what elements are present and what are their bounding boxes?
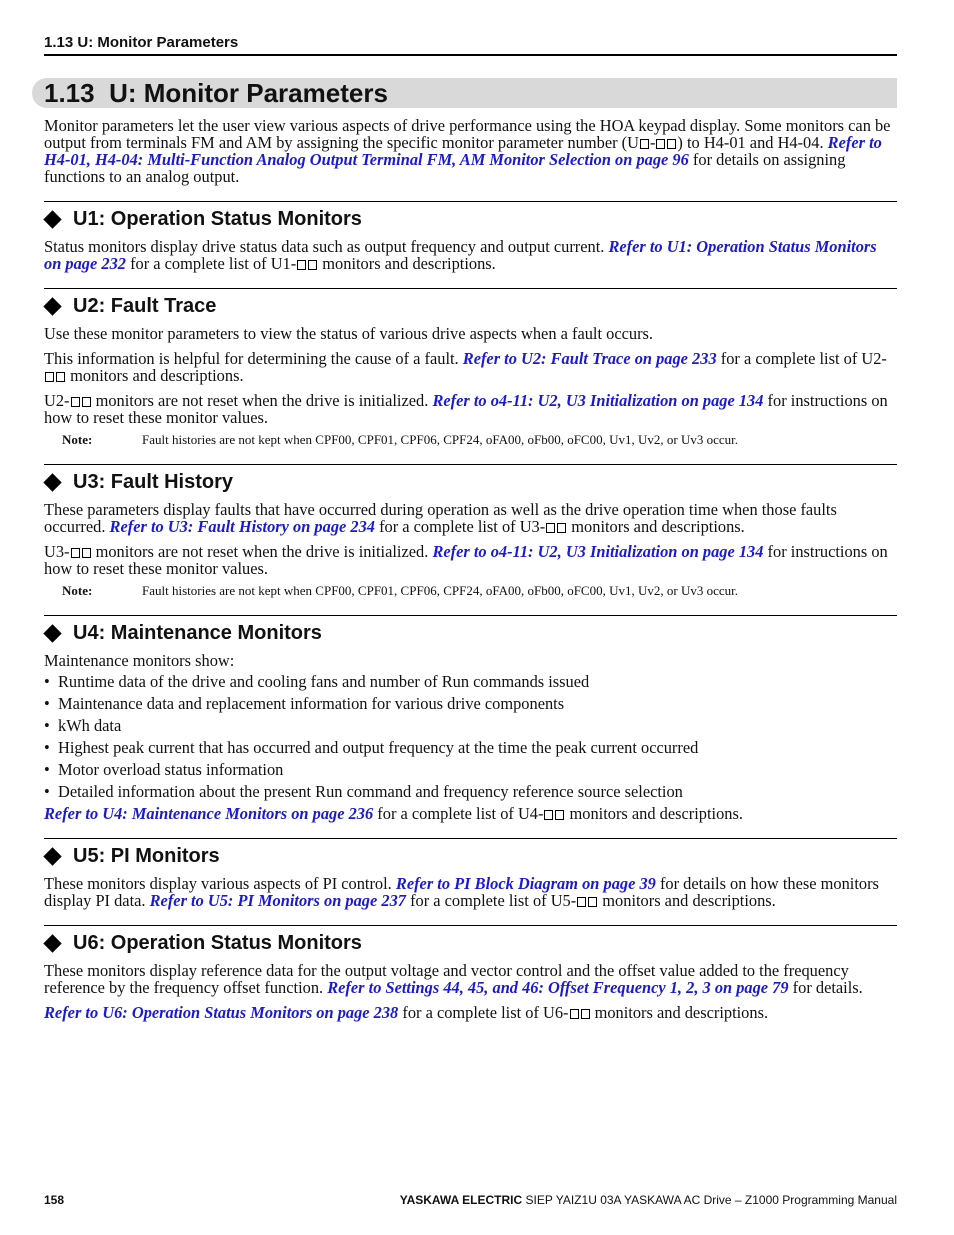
text: for instructions on how to reset these monitor values.: [44, 391, 888, 427]
document-id: SIEP YAIZ1U 03A YASKAWA AC Drive – Z1000 Programming Manual: [522, 1193, 897, 1207]
intro-text: Monitor parameters let the user view various aspects of drive performance using the HOA keypad display. Some monitors can be output from terminals FM and AM by assigning the specific monitor parameter number (U: [44, 116, 891, 152]
note: [44, 583, 897, 599]
section-u4: [44, 615, 897, 822]
list-item: • Maintenance data and replacement information for various drive components: [44, 695, 897, 712]
link-u5[interactable]: Refer to U5: PI Monitors on page 237: [149, 891, 406, 910]
diamond-bullet-icon: [43, 847, 61, 865]
section-title: U2: Fault Trace: [73, 294, 217, 317]
link-u3[interactable]: Refer to U3: Fault History on page 234: [109, 517, 375, 536]
section-title: U3: Fault History: [73, 470, 234, 493]
placeholder-box-icon: [581, 1009, 590, 1019]
text: U3-: [44, 542, 70, 561]
list-item: • Runtime data of the drive and cooling fans and number of Run commands issued: [44, 673, 897, 690]
placeholder-box-icon: [588, 897, 597, 907]
section-heading: [44, 621, 897, 645]
header-rule: [44, 54, 897, 56]
text: This information is helpful for determining the cause of a fault.: [44, 349, 463, 368]
placeholder-box-icon: [640, 139, 649, 149]
placeholder-box-icon: [56, 372, 65, 382]
text: monitors and descriptions.: [567, 517, 745, 536]
paragraph: [44, 962, 897, 996]
section-u5: [44, 838, 897, 909]
running-head: 1.13 U: Monitor Parameters: [44, 34, 239, 51]
text: for a complete list of U5-: [405, 891, 577, 910]
text: monitors are not reset when the drive is initialized.: [91, 542, 433, 561]
diamond-bullet-icon: [43, 297, 61, 315]
text: for a complete list of U4-: [373, 804, 544, 823]
intro-text: for details on assigning functions to an analog output.: [44, 150, 846, 186]
chapter-title: [44, 76, 388, 110]
placeholder-box-icon: [544, 810, 553, 820]
intro-text: ) to H4-01 and H4-04.: [677, 133, 828, 152]
note-label: Note:: [62, 583, 93, 598]
page-footer: [44, 1193, 897, 1211]
placeholder-box-icon: [71, 548, 80, 558]
paragraph: Use these monitor parameters to view the status of various drive aspects when a fault occurs.: [44, 324, 653, 343]
text: monitors and descriptions.: [590, 1003, 769, 1022]
paragraph: [44, 392, 897, 426]
text: These parameters display faults that have occurred during operation as well as the drive operation time when those faults occurred.: [44, 500, 837, 536]
link-u6[interactable]: Refer to U6: Operation Status Monitors on page 238: [44, 1003, 399, 1022]
section-u6: [44, 925, 897, 1021]
placeholder-box-icon: [297, 260, 306, 270]
body-text: [44, 117, 897, 1021]
placeholder-box-icon: [656, 139, 665, 149]
note-label: Note:: [62, 432, 93, 447]
paragraph: [44, 238, 897, 272]
note-text: Fault histories are not kept when CPF00, CPF01, CPF06, CPF24, oFA00, oFb00, oFC00, Uv1, Uv2, or Uv3 occur.: [142, 583, 739, 598]
link-u1[interactable]: Refer to U1: Operation Status Monitors on page 232: [44, 237, 877, 273]
text: monitors and descriptions.: [66, 366, 244, 385]
text: monitors are not reset when the drive is initialized.: [91, 391, 433, 410]
link-u2[interactable]: Refer to U2: Fault Trace on page 233: [462, 349, 717, 368]
text: These monitors display reference data for the output voltage and vector control and the offset value added to the frequency reference by the frequency offset function.: [44, 961, 849, 997]
brand-name: YASKAWA ELECTRIC: [399, 1193, 523, 1207]
link-o4-11[interactable]: Refer to o4-11: U2, U3 Initialization on page 134: [432, 542, 764, 561]
placeholder-box-icon: [577, 897, 586, 907]
paragraph: [44, 1004, 897, 1021]
placeholder-box-icon: [71, 397, 80, 407]
text: Status monitors display drive status data such as output frequency and output current.: [44, 237, 609, 256]
text: monitors and descriptions.: [318, 254, 496, 273]
section-title: U6: Operation Status Monitors: [73, 931, 362, 954]
text: for a complete list of U1-: [125, 254, 297, 273]
list-item: • Highest peak current that has occurred and output frequency at the time the peak current occurred: [44, 739, 897, 756]
text: for a complete list of U2-: [716, 349, 887, 368]
placeholder-box-icon: [308, 260, 317, 270]
section-heading: [44, 470, 897, 494]
section-heading: [44, 931, 897, 955]
section-title: U5: PI Monitors: [73, 844, 220, 867]
page-number: 158: [44, 1193, 65, 1207]
text: for details.: [788, 978, 863, 997]
paragraph: [44, 805, 897, 822]
bullet-list: [44, 673, 897, 800]
section-heading: [44, 844, 897, 868]
section-heading: [44, 294, 897, 318]
placeholder-box-icon: [570, 1009, 579, 1019]
note: [44, 432, 897, 448]
chapter-name: U: Monitor Parameters: [109, 78, 388, 108]
chapter-number: 1.13: [44, 78, 95, 108]
paragraph: [44, 501, 897, 535]
paragraph: [44, 875, 897, 909]
diamond-bullet-icon: [43, 473, 61, 491]
text: for instructions on how to reset these monitor values.: [44, 542, 888, 578]
list-item: • kWh data: [44, 717, 897, 734]
footer-doc-info: [400, 1193, 897, 1207]
placeholder-box-icon: [82, 548, 91, 558]
list-item: • Motor overload status information: [44, 761, 897, 778]
text: for details on how these monitors display PI data.: [44, 874, 879, 910]
text: These monitors display various aspects of PI control.: [44, 874, 396, 893]
placeholder-box-icon: [557, 523, 566, 533]
link-offset-frequency[interactable]: Refer to Settings 44, 45, and 46: Offset Frequency 1, 2, 3 on page 79: [327, 978, 789, 997]
note-text: Fault histories are not kept when CPF00, CPF01, CPF06, CPF24, oFA00, oFb00, oFC00, Uv1, Uv2, or Uv3 occur.: [142, 432, 739, 447]
text: for a complete list of U3-: [374, 517, 546, 536]
link-pi-block-diagram[interactable]: Refer to PI Block Diagram on page 39: [395, 874, 656, 893]
placeholder-box-icon: [555, 810, 564, 820]
section-title: U1: Operation Status Monitors: [73, 207, 362, 230]
section-heading: [44, 207, 897, 231]
text: U2-: [44, 391, 70, 410]
diamond-bullet-icon: [43, 210, 61, 228]
paragraph: Maintenance monitors show:: [44, 651, 235, 670]
list-item: • Detailed information about the present Run command and frequency reference source selection: [44, 783, 897, 800]
intro-paragraph: Monitor parameters let the user view various aspects of drive performance using the HOA keypad display. Some monitors can be output from terminals FM and AM by assigning the specific monitor parameter number (U - ) to H4-01 and H4-04. Refer to H4-01, H4-04: Multi-Function Analog Output Terminal FM, AM Monitor Selection on page 96 for details on assigning functions to an analog output.: [44, 116, 891, 186]
text: for a complete list of U6-: [398, 1003, 569, 1022]
text: monitors and descriptions.: [598, 891, 776, 910]
section-title: U4: Maintenance Monitors: [73, 621, 322, 644]
link-h4-01[interactable]: Refer to H4-01, H4-04: Multi-Function Analog Output Terminal FM, AM Monitor Selection on page 96: [44, 133, 882, 169]
section-u1: [44, 201, 897, 272]
placeholder-box-icon: [45, 372, 54, 382]
placeholder-box-icon: [546, 523, 555, 533]
placeholder-box-icon: [667, 139, 676, 149]
section-u2: [44, 288, 897, 448]
paragraph: [44, 543, 897, 577]
link-u4[interactable]: Refer to U4: Maintenance Monitors on page 236: [44, 804, 374, 823]
paragraph: [44, 350, 897, 384]
diamond-bullet-icon: [43, 624, 61, 642]
section-u3: [44, 464, 897, 599]
link-o4-11[interactable]: Refer to o4-11: U2, U3 Initialization on page 134: [432, 391, 764, 410]
text: monitors and descriptions.: [565, 804, 743, 823]
placeholder-box-icon: [82, 397, 91, 407]
diamond-bullet-icon: [43, 934, 61, 952]
